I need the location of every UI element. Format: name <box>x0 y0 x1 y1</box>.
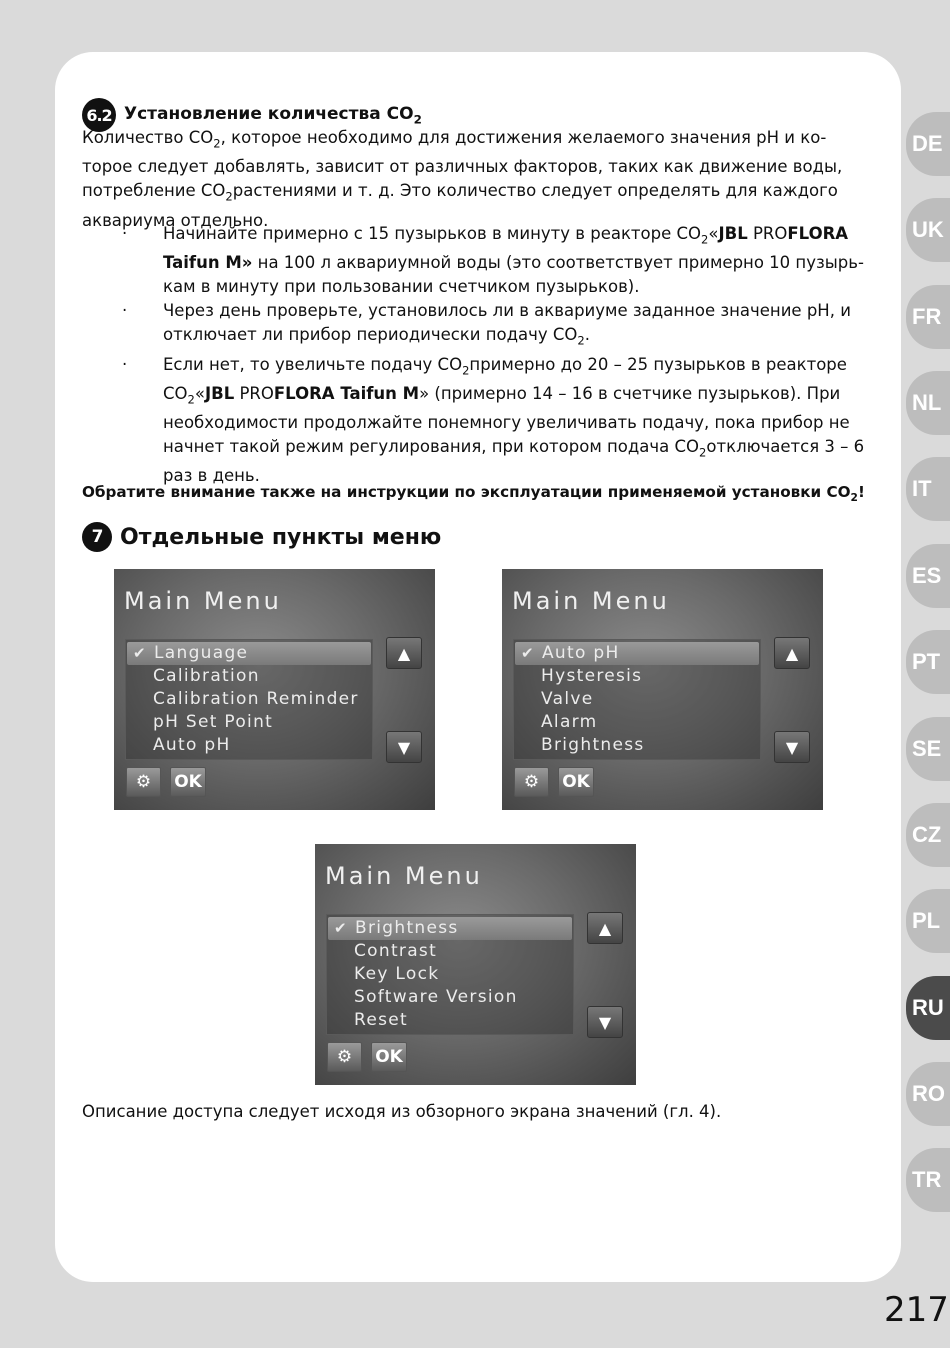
menu-item[interactable]: ✔ Auto pH <box>515 642 759 665</box>
settings-button[interactable] <box>327 1042 362 1072</box>
language-tab-de[interactable]: DE <box>906 112 950 176</box>
language-tab-nl[interactable]: NL <box>906 371 950 435</box>
menu-screen-3 <box>315 844 636 1085</box>
menu-item[interactable]: Calibration Reminder <box>153 689 359 709</box>
settings-button[interactable] <box>514 767 549 797</box>
language-tab-pt[interactable]: PT <box>906 630 950 694</box>
ok-button[interactable]: OK <box>170 767 206 797</box>
scroll-up-button[interactable] <box>386 637 422 669</box>
scroll-up-button[interactable] <box>587 912 623 944</box>
down-arrow-icon: ▼ <box>598 1012 612 1032</box>
scroll-down-button[interactable] <box>774 731 810 763</box>
language-tab-ro[interactable]: RO <box>906 1062 950 1126</box>
screen-title: Main Menu <box>512 587 670 615</box>
menu-item[interactable]: Contrast <box>354 941 438 961</box>
down-arrow-icon: ▼ <box>785 737 799 757</box>
language-tab-ru[interactable]: RU <box>906 976 950 1040</box>
language-tab-tr[interactable]: TR <box>906 1148 950 1212</box>
language-tab-it[interactable]: IT <box>906 457 950 521</box>
access-description: Описание доступа следует исходя из обзорного экрана значений (гл. 4). <box>82 1102 722 1121</box>
menu-item[interactable]: Brightness <box>541 735 645 755</box>
menu-item[interactable]: Alarm <box>541 712 598 732</box>
bullet-item: · Через день проверьте, установилось ли в аквариуме заданное значение pH, и отключает ли прибор периодически подачу $CO_2$. <box>82 299 872 352</box>
menu-item[interactable]: Calibration <box>153 666 260 686</box>
menu-list <box>326 914 574 1035</box>
check-icon: ✔ <box>133 644 147 662</box>
up-arrow-icon: ▲ <box>598 918 612 938</box>
section-number-badge: 6.2 <box>82 98 116 132</box>
bullet-item: · Начинайте примерно с 15 пузырьков в минуту в реакторе $CO_2«JBL$ PROFLORA Taifun M» на 100 л аквариумной воды (это соответствует примерно 10 пузырь- кам в минуту при пользовании счетчиком пузырьков). <box>82 222 872 299</box>
screen-title: Main Menu <box>124 587 282 615</box>
screen-title: Main Menu <box>325 862 483 890</box>
bullet-item: · Если нет, то увеличьте подачу $CO_2примерно$ до 20 – 25 пузырьков в реакторе $CO_2«JBL$ PROFLORA Taifun M» (примерно 14 – 16 в счетчике пузырьков). При необходимости продолжайте понемногу увеличивать подачу, пока прибор не начнет такой режим регулирования, при котором подача $CO_2отключается$ 3 – 6 раз в день. <box>82 353 872 489</box>
language-tab-pl[interactable]: PL <box>906 889 950 953</box>
menu-item[interactable]: Key Lock <box>354 964 440 984</box>
scroll-down-button[interactable] <box>386 731 422 763</box>
up-arrow-icon: ▲ <box>397 643 411 663</box>
section-title: Установление количества $CO_2$ <box>124 103 422 127</box>
bullet-list <box>82 222 872 488</box>
scroll-up-button[interactable] <box>774 637 810 669</box>
menu-item[interactable]: Hysteresis <box>541 666 643 686</box>
menu-item[interactable]: Auto pH <box>153 735 231 755</box>
settings-button[interactable] <box>126 767 161 797</box>
check-icon: ✔ <box>334 919 348 937</box>
menu-item[interactable]: Reset <box>354 1010 408 1030</box>
menu-screen-1 <box>114 569 435 810</box>
menu-item[interactable]: Software Version <box>354 987 518 1007</box>
ok-button[interactable]: OK <box>371 1042 407 1072</box>
page-number: 217 <box>884 1290 949 1330</box>
down-arrow-icon: ▼ <box>397 737 411 757</box>
section-7-heading <box>82 522 441 552</box>
menu-list <box>513 639 761 760</box>
section-number-badge: 7 <box>82 522 112 552</box>
menu-screen-2 <box>502 569 823 810</box>
warning-note: Обратите внимание также на инструкции по эксплуатации применяемой установки $CO_2$! <box>82 483 865 505</box>
up-arrow-icon: ▲ <box>785 643 799 663</box>
menu-item[interactable]: Valve <box>541 689 594 709</box>
gear-icon: ⚙ <box>336 1047 353 1067</box>
language-tab-es[interactable]: ES <box>906 544 950 608</box>
menu-item[interactable]: pH Set Point <box>153 712 274 732</box>
scroll-down-button[interactable] <box>587 1006 623 1038</box>
check-icon: ✔ <box>521 644 535 662</box>
language-tab-se[interactable]: SE <box>906 717 950 781</box>
language-tab-uk[interactable]: UK <box>906 198 950 262</box>
language-tab-cz[interactable]: CZ <box>906 803 950 867</box>
gear-icon: ⚙ <box>523 772 540 792</box>
menu-item[interactable]: ✔ Language <box>127 642 371 665</box>
language-tab-fr[interactable]: FR <box>906 285 950 349</box>
section-paragraph: Количество $CO_2$, которое необходимо для достижения желаемого значения pH и ко- торое следует добавлять, зависит от различных факторов, таких как движение воды, потребление $CO_2растениями$ и т. д. Это количество следует определять для каждого аквариума отдельно. <box>82 128 843 230</box>
section-title: Отдельные пункты меню <box>120 524 442 550</box>
menu-list <box>125 639 373 760</box>
menu-item[interactable]: ✔ Brightness <box>328 917 572 940</box>
ok-button[interactable]: OK <box>558 767 594 797</box>
gear-icon: ⚙ <box>135 772 152 792</box>
